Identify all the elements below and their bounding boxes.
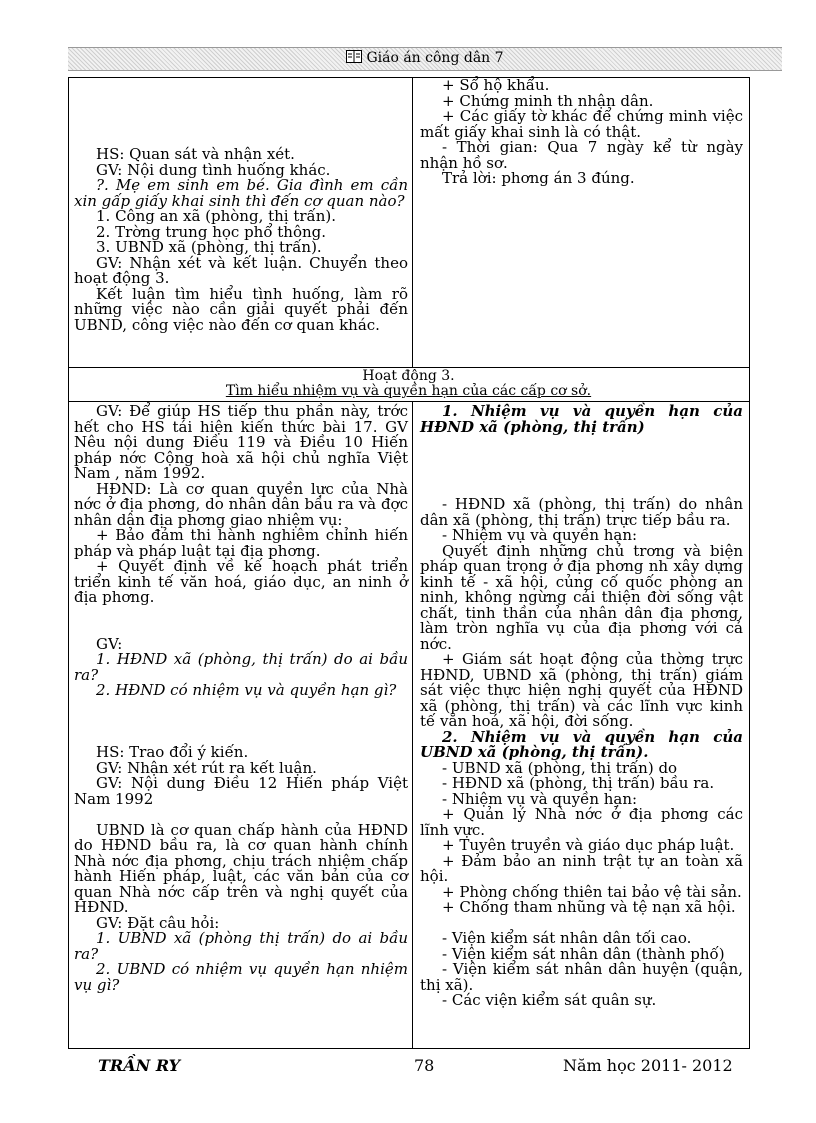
upper-left-cell — [74, 147, 408, 333]
lower-left-cell — [74, 404, 408, 993]
question: 2. UBND có nhiệm vụ quyền hạn nhiệm vụ gì? — [74, 960, 408, 994]
text-line: HS: Quan sát và nhận xét. — [96, 145, 295, 163]
text-line: HĐND: Là cơ quan quyền lực của Nhà nớc ở địa phơng, do nhân dân bầu ra và đợc nhân dân địa phơng giao nhiệm vụ: — [74, 479, 408, 529]
text-line: - HĐND xã (phòng, thị trấn) bầu ra. — [442, 774, 715, 792]
option: 2. Trờng trung học phổ thông. — [96, 222, 327, 241]
column-divider-top — [412, 77, 413, 367]
text-line: + Tuyên truyền và giáo dục pháp luật. — [442, 836, 735, 854]
conclusion: Kết luận tìm hiểu tình huống, làm rõ những việc nào cần giải quyết phải đến UBND, công việc nào đến cơ quan khác. — [74, 284, 408, 334]
question: 2. HĐND có nhiệm vụ và quyền hạn gì? — [96, 681, 397, 699]
page-header — [68, 47, 782, 71]
question: ?. Mẹ em sinh em bé. Gia đình em cần xin gấp giấy khai sinh thì đến cơ quan nào? — [74, 176, 408, 210]
text-line: - Các viện kiểm sát quân sự. — [442, 991, 657, 1009]
text-line: GV: — [96, 634, 123, 653]
question: 1. HĐND xã (phòng, thị trấn) do ai bầu ra? — [74, 650, 408, 684]
text-line: GV: Nhận xét và kết luận. Chuyển theo hoạt động 3. — [74, 253, 408, 287]
footer-author: TRẦN RY — [98, 1056, 181, 1075]
text-line: - UBND xã (phòng, thị trấn) do — [442, 758, 678, 777]
text-line: - Nhiệm vụ và quyền hạn: — [442, 789, 638, 808]
footer-school-year: Năm học 2011- 2012 — [563, 1056, 733, 1075]
footer-page-number: 78 — [414, 1056, 435, 1075]
lower-right-cell — [420, 404, 743, 1009]
text-line: GV: Nội dung tình huống khác. — [96, 160, 331, 179]
text-line: GV: Nhận xét rút ra kết luận. — [96, 758, 317, 777]
text-line: GV: Đặt câu hỏi: — [96, 913, 220, 932]
text-line: + Chứng minh th nhận dân. — [442, 91, 654, 110]
text-line: + Quyết định về kế hoạch phát triển triển kinh tế văn hoá, giáo dục, an ninh ở địa phơng. — [74, 557, 408, 606]
book-icon — [346, 50, 362, 63]
text-line: - Thời gian: Qua 7 ngày kể từ ngày nhận hồ sơ. — [420, 138, 743, 172]
text-line: + Phòng chống thiên tai bảo vệ tài sản. — [442, 882, 742, 901]
activity-title: Hoạt động 3. — [362, 368, 455, 384]
text-line: - Viện kiểm sát nhân dân tối cao. — [442, 929, 692, 947]
section-heading: 2. Nhiệm vụ và quyền hạn của UBND xã (phòng, thị trấn). — [420, 727, 743, 761]
option: 3. UBND xã (phòng, thị trấn). — [96, 238, 322, 256]
text-line: HS: Trao đổi ý kiến. — [96, 743, 249, 761]
text-line: - Nhiệm vụ và quyền hạn: — [442, 526, 638, 544]
text-line: + Quản lý Nhà nớc ở địa phơng các lĩnh vực. — [420, 805, 743, 839]
text-line: + Bảo đảm thi hành nghiêm chỉnh hiến pháp và pháp luật tại địa phơng. — [74, 526, 408, 560]
text-line: + Đảm bảo an ninh trật tự an toàn xã hội. — [420, 851, 743, 885]
header-title: Giáo án công dân 7 — [366, 50, 504, 66]
upper-right-cell — [420, 78, 743, 187]
text-line: + Các giấy tờ khác để chứng minh việc mất giấy khai sinh là có thật. — [420, 107, 743, 141]
option: 1. Công an xã (phòng, thị trấn). — [96, 207, 337, 225]
text-line: + Sổ hộ khẩu. — [442, 76, 550, 94]
text-line: + Chống tham nhũng và tệ nạn xã hội. — [442, 898, 736, 916]
text-line: - Viện kiểm sát nhân dân (thành phố) — [442, 944, 725, 963]
text-line: Quyết định những chủ trơng và biện pháp quan trọng ở địa phơng nh xây dựng kinh tế - xã hội, củng cố quốc phòng an ninh, không ngừng cải thiện đời sống vật chất, tinh thần của nhân dân địa phơng, làm tròn nghĩa vụ của địa phơng với cả nớc. — [420, 541, 743, 653]
answer: Trả lời: phơng án 3 đúng. — [442, 169, 635, 187]
text-line: + Giám sát hoạt động của thờng trực HĐND, UBND xã (phòng, thị trấn) giám sát việc thực hiện nghị quyết của HĐND xã (phòng, thị trấn) và các lĩnh vực kinh tế văn hoá, xã hội, đời sống. — [420, 650, 743, 730]
column-divider-bottom — [412, 401, 413, 1048]
question: 1. UBND xã (phòng thị trấn) do ai bầu ra? — [74, 929, 408, 963]
section-heading: 1. Nhiệm vụ và quyền hạn của HĐND xã (phòng, thị trấn) — [420, 402, 743, 436]
text-line: - HĐND xã (phòng, thị trấn) do nhân dân xã (phòng, thị trấn) trực tiếp bầu ra. — [420, 495, 743, 529]
activity-subtitle: Tìm hiểu nhiệm vụ và quyền hạn của các cấp cơ sở. — [225, 383, 592, 399]
text-line: UBND là cơ quan chấp hành của HĐND do HĐND bầu ra, là cơ quan hành chính Nhà nớc địa phơng, chịu trách nhiệm chấp hành Hiến pháp, luật, các văn bản của cơ quan Nhà nớc cấp trên và nghị quyết của HĐND. — [74, 820, 408, 916]
text-line: - Viện kiểm sát nhân dân huyện (quận, thị xã). — [420, 960, 743, 994]
text-line: GV: Để giúp HS tiếp thu phần này, trớc hết cho HS tái hiện kiến thức bài 17. GV Nêu nội dung Điều 119 và Điều 10 Hiến pháp nớc Cộng hoà xã hội chủ nghĩa Việt Nam , năm 1992. — [74, 402, 408, 482]
text-line: GV: Nội dung Điều 12 Hiến pháp Việt Nam 1992 — [74, 774, 408, 808]
